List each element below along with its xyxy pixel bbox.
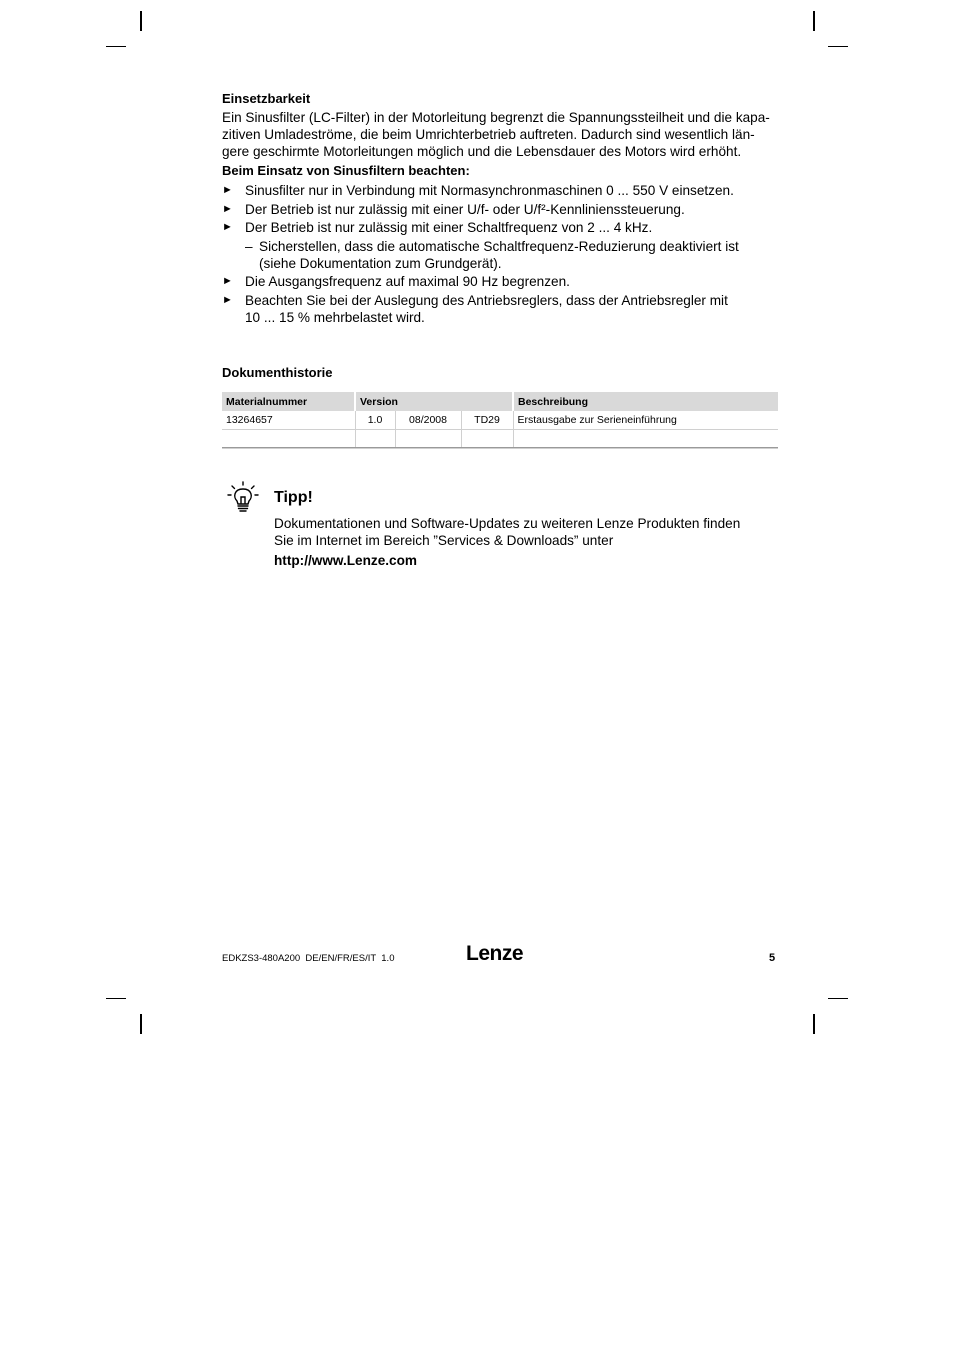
crop-mark <box>140 11 142 31</box>
tip-text <box>274 515 784 549</box>
bullet-arrow-icon: ► <box>222 202 233 215</box>
bullet-arrow-icon: ► <box>222 275 233 287</box>
table-row <box>222 430 778 449</box>
paragraph-line: gere geschirmte Motorleitungen möglich und die Lebensdauer des Motors wird erhöht. <box>222 144 742 159</box>
crop-mark <box>813 11 815 31</box>
column-header-materialnummer: Materialnummer <box>222 392 355 411</box>
list-item: ► Die Ausgangsfrequenz auf maximal 90 Hz begrenzen. <box>222 274 570 289</box>
crop-mark <box>813 1014 815 1034</box>
sub-list-item: – Sicherstellen, dass die automatische Schaltfrequenz-Reduzierung deaktiviert ist (siehe Dokumentation zum Grundgerät). <box>245 238 739 271</box>
page-number: 5 <box>769 952 776 964</box>
section-heading-einsetzbarkeit: Einsetzbarkeit <box>222 91 311 106</box>
cell-description: Erstausgabe zur Serieneinführung <box>513 411 778 430</box>
cell-empty <box>513 430 778 449</box>
cell-version: 1.0 <box>355 411 395 430</box>
bullet-arrow-icon: ► <box>222 221 233 233</box>
history-table <box>222 392 778 449</box>
cell-empty <box>355 430 395 449</box>
cell-empty <box>222 430 355 449</box>
list-item: ► Der Betrieb ist nur zulässig mit einer U/f- oder U/f²-Kennlinienssteuerung. <box>222 201 685 217</box>
cell-date: 08/2008 <box>395 411 461 430</box>
list-item: ► Sinusfilter nur in Verbindung mit Normasynchronmaschinen 0 ... 550 V einsetzen. <box>222 183 734 198</box>
notes-heading: Beim Einsatz von Sinusfiltern beachten: <box>222 163 470 178</box>
crop-mark <box>106 46 126 47</box>
crop-mark <box>106 998 126 999</box>
tip-line: Sie im Internet im Bereich ”Services & Downloads” unter <box>274 533 614 548</box>
table-row <box>222 411 778 430</box>
lightbulb-icon <box>226 480 260 514</box>
paragraph-line: zitiven Umladeströme, die beim Umrichterbetrieb auftreten. Dadurch sind wesentlich län- <box>222 127 755 142</box>
bullet-arrow-icon: ► <box>222 293 233 306</box>
bullet-arrow-icon: ► <box>222 184 233 196</box>
intro-paragraph <box>222 109 778 160</box>
lenze-logo: Lenze <box>466 942 524 965</box>
column-header-beschreibung: Beschreibung <box>513 392 778 411</box>
table-bottom-rule <box>222 447 778 448</box>
tip-title: Tipp! <box>274 489 313 506</box>
list-item: ► Beachten Sie bei der Auslegung des Antriebsreglers, dass der Antriebsregler mit 10 ... 15 % mehrbelastet wird. <box>222 292 728 325</box>
list-item: ► Der Betrieb ist nur zulässig mit einer Schaltfrequenz von 2 ... 4 kHz. <box>222 220 653 235</box>
crop-mark <box>140 1014 142 1034</box>
crop-mark <box>828 46 848 47</box>
paragraph-line: Ein Sinusfilter (LC-Filter) in der Motorleitung begrenzt die Spannungssteilheit und die kapa- <box>222 110 770 125</box>
document-code: EDKZS3-480A200 DE/EN/FR/ES/IT 1.0 <box>222 953 395 964</box>
dash-icon: – <box>245 238 253 254</box>
column-header-version: Version <box>355 392 513 411</box>
section-heading-dokumenthistorie: Dokumenthistorie <box>222 365 333 380</box>
lenze-website-link[interactable]: http://www.Lenze.com <box>274 553 417 568</box>
tip-line: Dokumentationen und Software-Updates zu weiteren Lenze Produkten finden <box>274 516 741 531</box>
crop-mark <box>828 998 848 999</box>
cell-empty <box>461 430 513 449</box>
cell-material: 13264657 <box>222 411 355 430</box>
table-header-row <box>222 392 778 411</box>
cell-code: TD29 <box>461 411 513 430</box>
notes-list <box>222 182 782 327</box>
cell-empty <box>395 430 461 449</box>
